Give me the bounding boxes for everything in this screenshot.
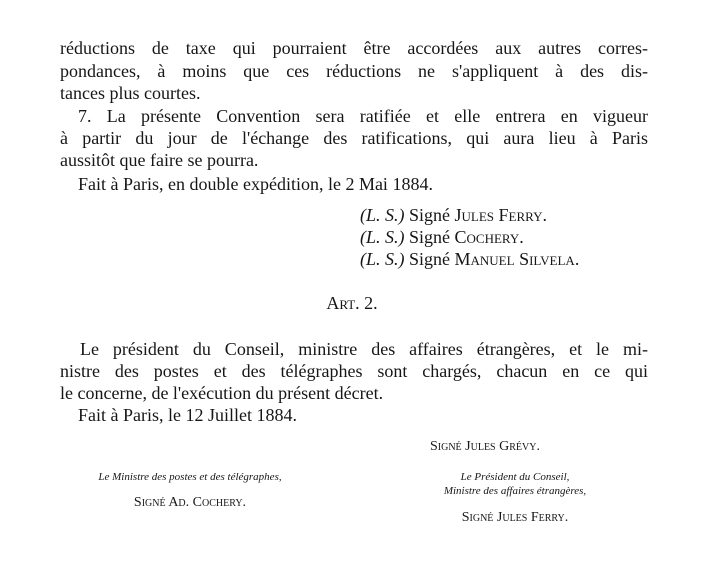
signatory-name: Jules Ferry.	[454, 205, 547, 225]
fait-line-2: Fait à Paris, le 12 Juillet 1884.	[78, 405, 297, 425]
left-minister-title: Le Ministre des postes et des télégraphes,	[98, 471, 282, 483]
right-minister-title-2: Ministre des affaires étrangères,	[443, 485, 587, 497]
seal-mark: (L. S.)	[360, 205, 405, 225]
signatory-name: Cochery.	[454, 227, 524, 247]
signatory-name: Manuel Silvela.	[454, 249, 580, 269]
paragraph-2-line-1: 7. La présente Convention sera ratifiée et elle entrera en vigueur	[78, 106, 648, 126]
paragraph-3-line-2: nistre des postes et des télégraphes sont chargés, chacun en ce qui	[60, 361, 648, 381]
paragraph-1-line-1: réductions de taxe qui pourraient être accordées aux autres corres-	[60, 38, 648, 58]
seal-mark: (L. S.)	[360, 249, 405, 269]
signe-word: Signé	[409, 249, 451, 269]
fait-line-1: Fait à Paris, en double expédition, le 2 Mai 1884.	[78, 174, 433, 194]
president-signature: Signé Jules Grévy.	[430, 439, 540, 454]
signe-word: Signé	[409, 205, 451, 225]
right-minister-title-1: Le Président du Conseil,	[460, 471, 570, 483]
signature-line-1	[360, 204, 547, 226]
paragraph-3-line-3: le concerne, de l'exécution du présent décret.	[60, 383, 384, 403]
article-heading: Art. 2.	[326, 293, 378, 313]
signature-line-2	[360, 226, 524, 248]
paragraph-2-line-2: à partir du jour de l'échange des ratifications, qui aura lieu à Paris	[60, 128, 648, 148]
signe-word: Signé	[409, 227, 451, 247]
paragraph-2-line-3: aussitôt que faire se pourra.	[60, 150, 259, 170]
paragraph-3-line-1: Le président du Conseil, ministre des affaires étrangères, et le mi-	[80, 339, 648, 359]
right-minister-signature: Signé Jules Ferry.	[461, 510, 569, 525]
signature-line-3	[360, 248, 579, 270]
paragraph-1-line-3: tances plus courtes.	[60, 83, 201, 103]
paragraph-1-line-2: pondances, à moins que ces réductions ne s'appliquent à des dis-	[60, 61, 648, 81]
left-minister-signature: Signé Ad. Cochery.	[133, 495, 247, 510]
seal-mark: (L. S.)	[360, 227, 405, 247]
